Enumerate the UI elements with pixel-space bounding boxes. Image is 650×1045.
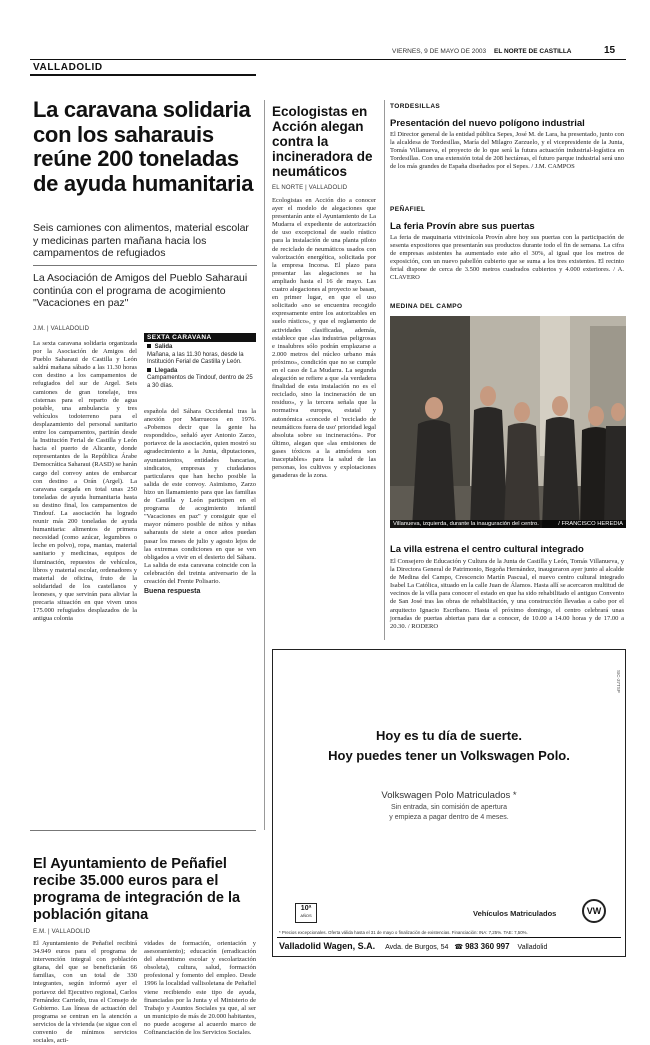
ad-city: Valladolid: [517, 944, 548, 951]
sidebar-item-label: Llegada: [154, 367, 178, 374]
sidebar-item-salida: [147, 344, 253, 367]
ad-headline-1: Hoy es tu día de suerte.: [376, 728, 522, 743]
photo-caption-bar: [390, 520, 626, 528]
medina-label: MEDINA DEL CAMPO: [390, 303, 463, 310]
ecologistas-body: Ecologistas en Acción dio a conocer ayer el modelo de alegaciones que presentarán ante el Ayuntamiento de La Mudarra el expediente de autorización de uso excepcional de suelo rústico para la instalación de una planta piloto de reciclado de neumáticos usados con valorización energética, solicitada por la empresa Incorsa. El plazo para presentar las alegaciones se ha ampliado hasta el 16 de mayo. Las cuatro alegaciones al proyecto se basan, en primer lugar, en que el uso solicitado «no se encuentra recogido expresamente entre los autorizables en suelo rústico», y que el reglamento de actividades clasificadas, además, establece que «las industrias peligrosas e insalubres sólo podrán emplazarse a 2.000 metros del núcleo urbano más próximo», condición que no se cumple en el caso de La Mudarra. La segunda alegación se refiere a que «la verdadera finalidad de esta instalación no es el reciclado, sino la incineración de un residuo», y la tercera señala que la normativa europea, estatal y autonómica «concede el 'reciclado de neumáticos fuera de uso' prioridad legal absoluta sobre su incineración». Por último, alegan que «las emisiones de gases tóxicos a la atmósfera son inaceptables» para la salud de las personas, los cultivos y explotaciones ganaderas de la zona.: [272, 197, 376, 480]
vw-logo-text: VW: [586, 906, 602, 916]
photo-scene: [390, 316, 626, 528]
penafiel-byline: / A. CLAVERO: [390, 266, 624, 282]
ad-headline-2: Hoy puedes tener un Volkswagen Polo.: [328, 748, 570, 763]
tordesillas-label: TORDESILLAS: [390, 103, 441, 110]
lead-column-1: La sexta caravana solidaria organizada por la Asociación de Amigos del Pueblo Saharaui de Castilla y León saldrá mañana sábado a las 11.30 horas con destino a los campamentos de refugiados del sur de Argel. Seis camiones de gran tonelaje, tres cisternas para el reparto de agua potable, una ambulancia y tres vehículos todoterreno para el desplazamiento del personal sanitario entre los campamentos, partirán desde la Institución Ferial de Castilla y León hacia el puerto de Alicante, donde representantes de la República Árabe Democrática Saharaui (RASD) se harán cargo del convoy antes de embarcar con destino a Orán (Argel). La caravana cargada en total unas 250 toneladas de ayuda humanitaria hasta su destino final, los campamentos de Tindouf. La asociación ha logrado reunir más 200 toneladas de ayuda humanitaria: alimentos de primera necesidad (como azúcar, legumbres o leche en polvo), ropa, mantas, material sanitario y medicinas, equipos de iluminación, repuestos de vehículos, libros y material escolar, ordenadores y material de oficina, fruto de la solidaridad de los castellanos y leoneses, y que servirán para aliviar la precaria situación en que viven unos 175.000 refugiados desplazados de la antigua colonia: [33, 340, 137, 623]
vw-advert[interactable]: [272, 649, 626, 957]
tordesillas-body: [390, 131, 624, 197]
ad-phone[interactable]: 983 360 997: [465, 942, 510, 951]
ad-address: Avda. de Burgos, 54: [385, 944, 449, 951]
penafiel-body: [390, 234, 624, 294]
square-bullet-icon: [147, 344, 151, 348]
column-divider: [384, 100, 385, 640]
badge-number: 10ª: [300, 905, 312, 912]
masthead-rule: [30, 59, 626, 60]
ad-offer-title: Volkswagen Polo Matriculados *: [381, 790, 517, 801]
ecologistas-headline: Ecologistas en Acción alegan contra la incineradora de neumáticos: [272, 104, 373, 179]
tordesillas-headline: Presentación del nuevo polígono industrial: [390, 118, 585, 129]
lead-column-2: [144, 408, 256, 824]
ad-footer: [279, 941, 621, 951]
ad-offer-line-2: y empieza a pagar dentro de 4 meses.: [389, 814, 509, 821]
medina-text: El Consejero de Educación y Cultura de la Junta de Castilla y León, Tomás Villanueva, y la Directora General de Patrimonio, Begoña Hernández, inauguraron ayer junto al alcalde de Medina del Campo, Crescencio Martín Pascual, el nuevo centro cultural integrado Isabel La Católica, situado en la calle Juan de Álamos. Hasta allí se acercaron multitud de vecinos de la villa para conocer el estado en que ha sido rehabilitado el antiguo Convento de San José tras las obras de rehabilitación, y una construcción llevadas a cabo por el arquitecto Ignacio Escribano. Hasta el próximo domingo, el centro celebrará unas jornadas de puertas abiertas para dar a conocer, de 10.00 a 14.00 horas y de 17.00 a 20.30.: [390, 558, 624, 630]
section-title: VALLADOLID: [33, 62, 103, 73]
ad-dealer: Valladolid Wagen, S.A.: [279, 941, 376, 951]
sidebar-title: SEXTA CARAVANA: [144, 333, 256, 342]
phone-icon: ☎: [454, 944, 464, 951]
anniversary-badge: [295, 903, 317, 923]
lead-inline-subhead: Buena respuesta: [144, 588, 201, 596]
ecologistas-byline: EL NORTE | VALLADOLID: [272, 185, 348, 191]
column-divider: [264, 100, 265, 830]
medina-photo: [390, 316, 626, 528]
lead-sidebar: [144, 333, 256, 405]
photo-caption: Villanueva, izquierda, durante la inauguración del centro.: [393, 521, 539, 527]
medina-body: [390, 558, 624, 642]
lead-headline: La caravana solidaria con los saharauis reúne 200 toneladas de ayuda humanitaria: [33, 97, 254, 196]
medina-byline: / RODERO: [407, 622, 439, 630]
subhead-rule: [33, 265, 257, 266]
penafiel-headline: La feria Provín abre sus puertas: [390, 221, 535, 232]
photo-credit: / FRANCISCO HEREDIA: [558, 521, 623, 527]
gitana-column-2: vidades de formación, orientación y asesoramiento); educación (erradicación del absentismo escolar y escolarización obsoleta), cultura, salud, formación profesional y fomento del empleo. Desde 1996 la localidad vallisoletana de Peñafiel viene recibiendo este tipo de ayuda, financiadas por la Junta y el Ministerio de Trabajo y Asuntos Sociales ya que, al ser un municipio de más de 20.000 habitantes, no puede acogerse al acuerdo marco de Cofinanciación de los Servicios Sociales.: [144, 940, 256, 1037]
sidebar-item-text: Campamentos de Tindouf, dentro de 25 a 30 días.: [147, 375, 253, 389]
medina-headline: La villa estrena el centro cultural integrado: [390, 544, 584, 555]
penafiel-label: PEÑAFIEL: [390, 206, 426, 213]
ad-side-label: SIC-37TSP: [616, 670, 621, 693]
lead-column-2-text: española del Sáhara Occidental tras la anexión por Marruecos en 1976. «Pobemos decir que la gente ha respondido», señaló ayer Antonio Zarzo, portavoz de la asociación, quien mostró su agradecimiento a la Junta, diputaciones, ayuntamientos, entidades bancarias, sindicatos, empresas y ciudadanos particulares que han hecho posible la salida de este convoy. Asimismo, Zarzo hizo un llamamiento para que las familias de Castilla y León participen en el programa de acogimiento infantil "Vacaciones en paz" y consiguir que el mayor número posible de niños y niñas saharauis de siete a once años puedan pasar los meses de julio y agosto lejos de las extremas condiciones en que se ven obligados a vivir en el desierto del Sáhara. La salida de esta caravana coincide con la celebración del treinta aniversario de la creación del Frente Polisario.: [144, 408, 256, 585]
lead-subhead: Seis camiones con alimentos, material escolar y medicinas parten mañana hacia los campamentos de refugiados: [33, 222, 249, 259]
sidebar-item-text: Mañana, a las 11.30 horas, desde la Institución Ferial de Castilla y León.: [147, 351, 244, 366]
lead-subhead-secondary: La Asociación de Amigos del Pueblo Saharaui continúa con el programa de acogimiento "Vacaciones en paz": [33, 272, 248, 309]
masthead-paper: EL NORTE DE CASTILLA: [493, 48, 572, 55]
sidebar-item-llegada: [147, 368, 253, 391]
gitana-byline: E.M. | VALLADOLID: [33, 929, 91, 935]
badge-text: AÑOS: [300, 913, 312, 918]
penafiel-text: La feria de maquinaria vitivinícola Provín abre hoy sus puertas con la participación de sesenta expositores que presentarán sus productos durante todo el fin de semana. La cifra de empresas asistentes ha aumentado este año el 30%, al igual que los metros de exposición, con un nuevo pabellón cubierto que se suma a los tres existentes. El recinto ferial dispone de cerca de 3.500 metros cuadrados cubiertos y 4.000 exteriores.: [390, 234, 624, 274]
ad-program: Vehículos Matriculados: [473, 909, 557, 918]
ad-offer-line-1: Sin entrada, sin comisión de apertura: [391, 804, 507, 811]
masthead-date: VIERNES, 9 DE MAYO DE 2003: [392, 48, 487, 55]
sidebar-item-label: Salida: [154, 344, 173, 350]
gitana-column-1: El Ayuntamiento de Peñafiel recibirá 34.949 euros para el programa de intervención integral con población gitana, del que se beneficiarán 66 familias, con un total de 330 integrantes, según informó ayer el portavoz del Ejecutivo regional, Carlos Fernández Carriedo, tras el Consejo de Gobierno. Las líneas de actuación del programa se centran en la atención a servicios de la vivienda (se sigue con el convenio de mínimos servicios sociales, acti-: [33, 940, 137, 1045]
ad-fineprint: * Precios excepcionales. Oferta válida hasta el 31 de mayo o finalización de existencias. Financiación: INA: 7,25%. TAE: 7,50%.: [279, 930, 528, 935]
ad-footer-rule: [277, 937, 621, 938]
tordesillas-text: El Director general de la entidad pública Sepes, José M. de Lara, ha presentado, junto con la alcaldesa de Tordesillas, María del Milagro Zarzuelo, y el vicepresidente de la Junta, Tomás Villanueva, el proyecto de lo que será la futura actuación industrial-logística en Tordesillas. Con una extensión total de 208 hectáreas, el futuro parque industrial será uno de los más grandes de España diseñados por el Sepes.: [390, 131, 624, 171]
lead-byline: J.M. | VALLADOLID: [33, 326, 90, 332]
page-number: 15: [604, 45, 616, 56]
square-bullet-icon: [147, 368, 151, 372]
gitana-top-rule: [30, 830, 256, 831]
tordesillas-byline: / J.M. CAMPOS: [531, 163, 575, 171]
gitana-headline: El Ayuntamiento de Peñafiel recibe 35.000 euros para el programa de integración de la población gitana: [33, 856, 241, 923]
vw-logo-icon: [582, 899, 606, 923]
section-rule: [30, 74, 256, 76]
